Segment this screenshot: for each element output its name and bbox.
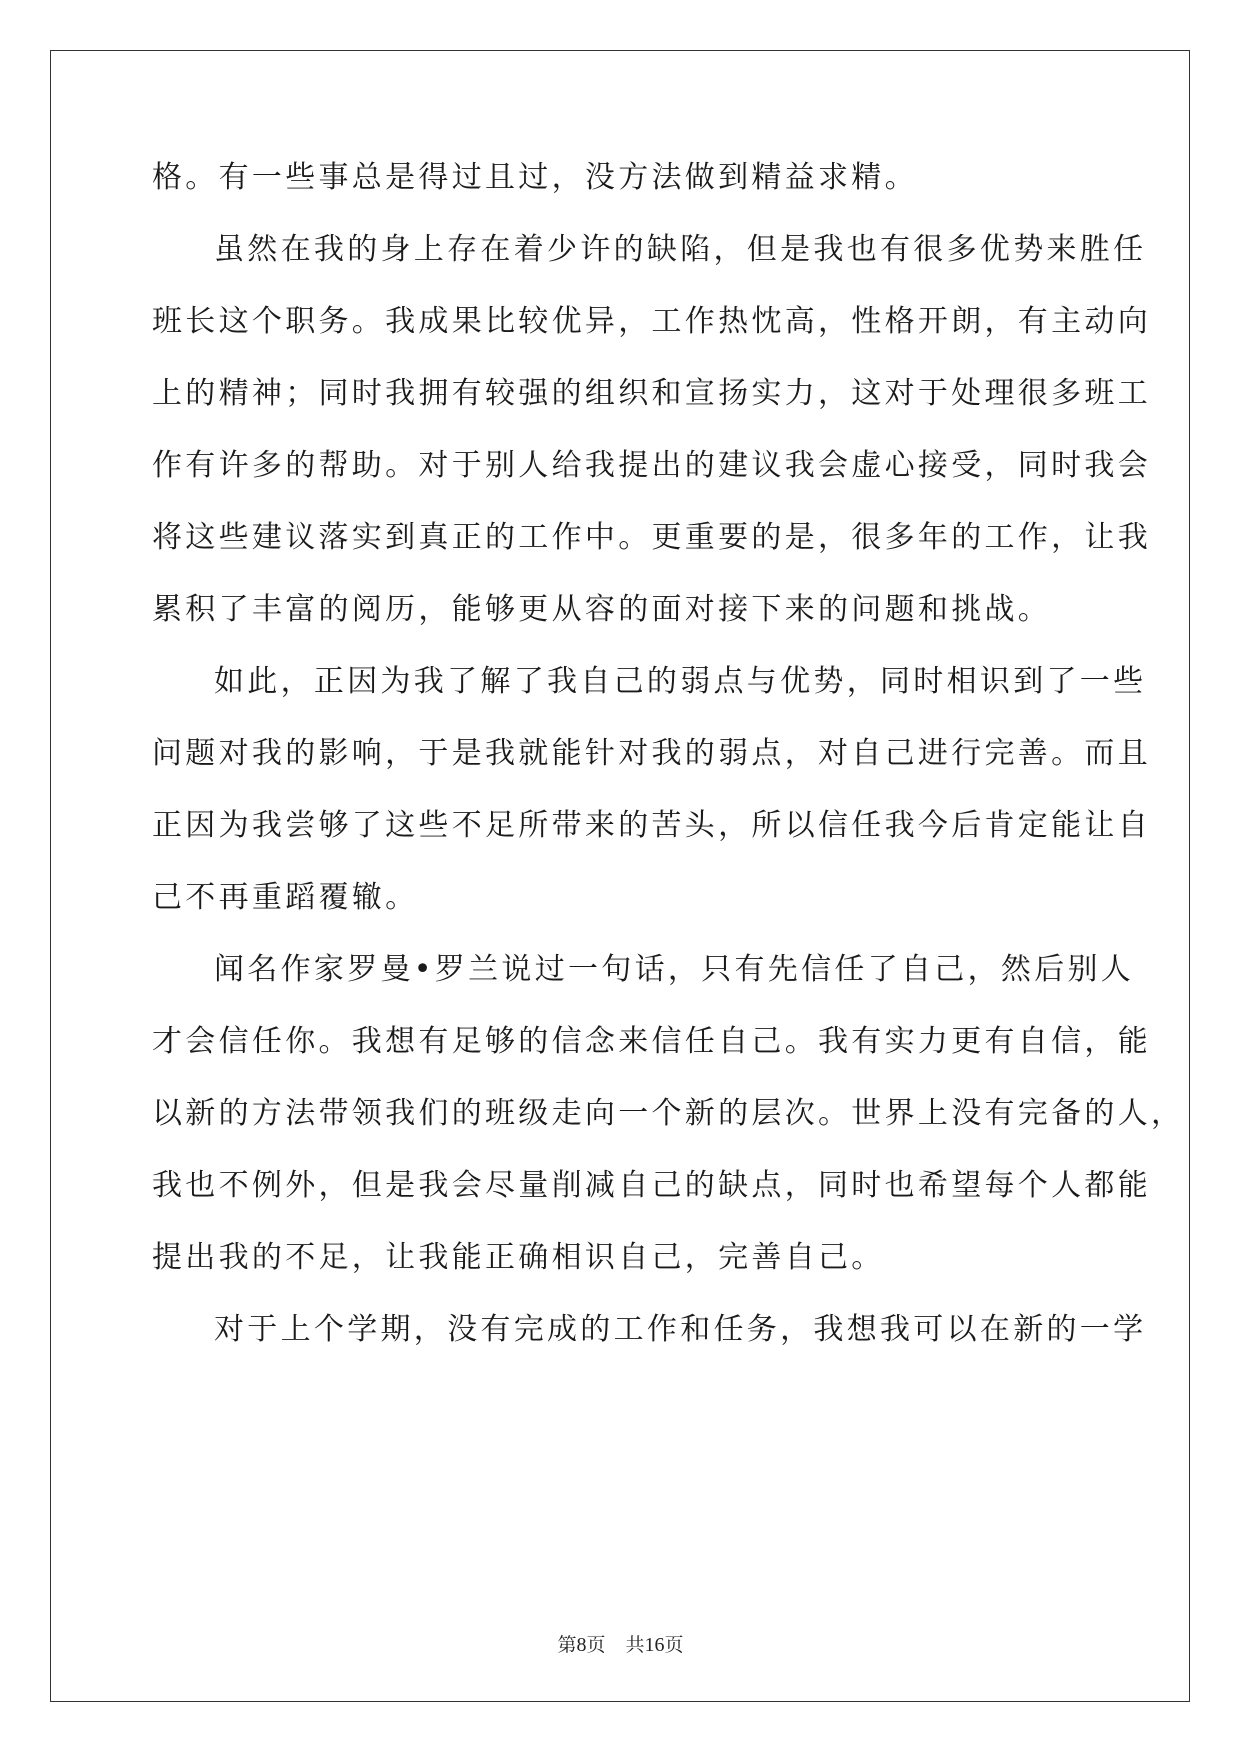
text-line: 才会信任你。我想有足够的信念来信任自己。我有实力更有自信，能 — [152, 1024, 1151, 1059]
paragraph-start-line: 虽然在我的身上存在着少许的缺陷，但是我也有很多优势来胜任 — [214, 232, 1147, 267]
page-border — [50, 50, 1190, 1702]
paragraph-start-line: 如此，正因为我了解了我自己的弱点与优势，同时相识到了一些 — [214, 664, 1147, 699]
text-line: 将这些建议落实到真正的工作中。更重要的是，很多年的工作，让我 — [152, 520, 1151, 555]
total-suffix: 页 — [664, 1634, 684, 1656]
text-line: 班长这个职务。我成果比较优异，工作热忱高，性格开朗，有主动向 — [152, 304, 1151, 339]
text-line: 格。有一些事总是得过且过，没方法做到精益求精。 — [152, 160, 918, 195]
current-page-number: 8 — [576, 1634, 587, 1656]
paragraph-start-line: 闻名作家罗曼•罗兰说过一句话，只有先信任了自己，然后别人 — [214, 952, 1135, 987]
text-line: 作有许多的帮助。对于别人给我提出的建议我会虚心接受，同时我会 — [152, 448, 1151, 483]
page-prefix: 第 — [557, 1634, 577, 1656]
total-prefix: 共 — [625, 1634, 645, 1656]
page-suffix: 页 — [586, 1634, 606, 1656]
text-line: 累积了丰富的阅历，能够更从容的面对接下来的问题和挑战。 — [152, 592, 1052, 627]
text-line: 我也不例外，但是我会尽量削减自己的缺点，同时也希望每个人都能 — [152, 1168, 1151, 1203]
paragraph-start-line: 对于上个学期，没有完成的工作和任务，我想我可以在新的一学 — [214, 1312, 1147, 1347]
text-line: 己不再重蹈覆辙。 — [152, 880, 419, 915]
text-line: 提出我的不足，让我能正确相识自己，完善自己。 — [152, 1240, 885, 1275]
text-line: 问题对我的影响，于是我就能针对我的弱点，对自己进行完善。而且 — [152, 736, 1151, 771]
total-pages-number: 16 — [644, 1634, 665, 1656]
text-line: 上的精神；同时我拥有较强的组织和宣扬实力，这对于处理很多班工 — [152, 376, 1151, 411]
text-line: 以新的方法带领我们的班级走向一个新的层次。世界上没有完备的人， — [152, 1096, 1185, 1131]
text-line: 正因为我尝够了这些不足所带来的苦头，所以信任我今后肯定能让自 — [152, 808, 1151, 843]
page-footer — [0, 1630, 1241, 1657]
